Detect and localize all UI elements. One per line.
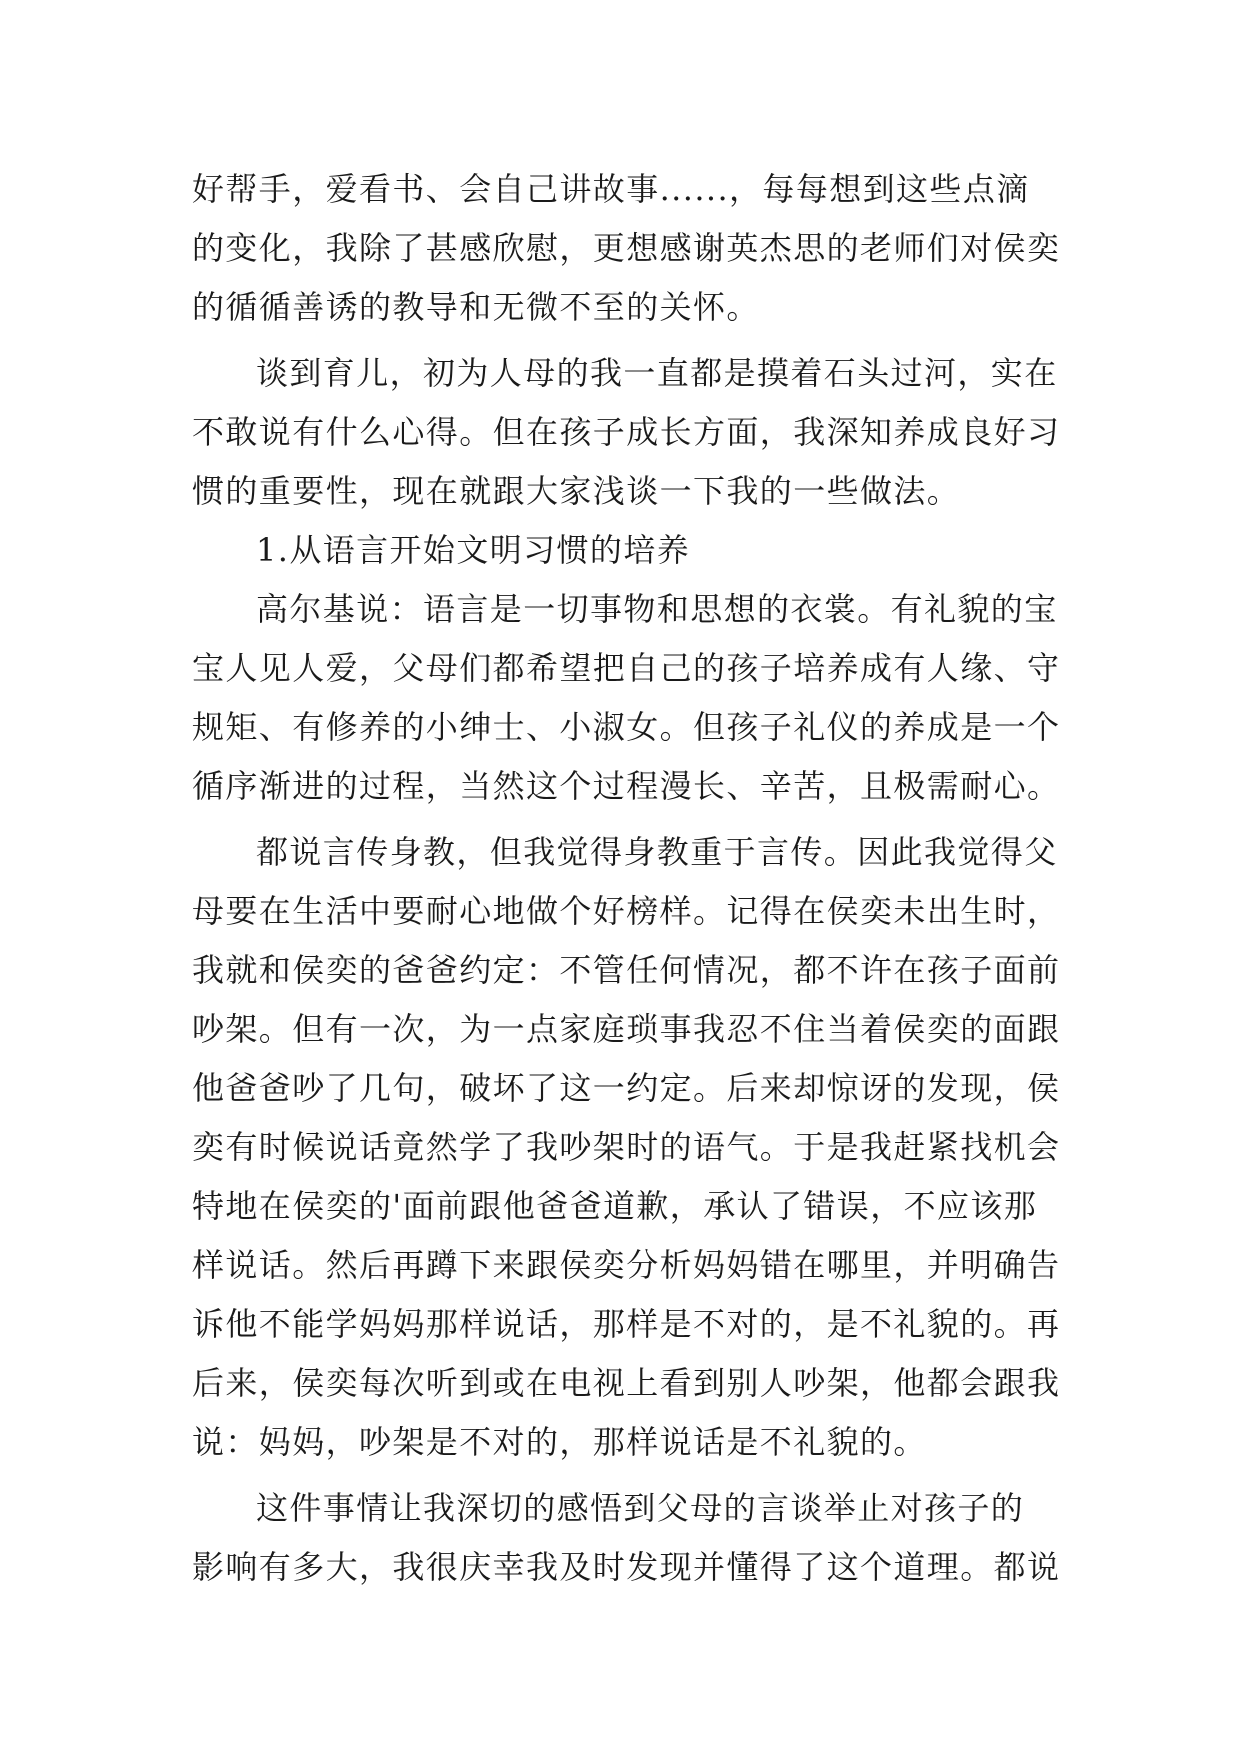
text-line: 的变化，我除了甚感欣慰，更想感谢英杰思的老师们对侯奕	[192, 229, 1061, 267]
text-line: 他爸爸吵了几句，破坏了这一约定。后来却惊讶的发现，侯	[192, 1069, 1061, 1107]
text-line: 好帮手，爱看书、会自己讲故事......，每每想到这些点滴	[192, 170, 1030, 208]
text-line: 高尔基说：语言是一切事物和思想的衣裳。有礼貌的宝	[256, 590, 1058, 628]
text-line: 的循循善诱的教导和无微不至的关怀。	[192, 288, 760, 326]
text-line: 母要在生活中要耐心地做个好榜样。记得在侯奕未出生时，	[192, 892, 1061, 930]
text-line: 后来，侯奕每次听到或在电视上看到别人吵架，他都会跟我	[192, 1364, 1061, 1402]
text-line: 说：妈妈，吵架是不对的，那样说话是不礼貌的。	[192, 1423, 927, 1461]
text-line: 特地在侯奕的'面前跟他爸爸道歉，承认了错误，不应该那	[192, 1187, 1038, 1225]
text-line: 奕有时候说话竟然学了我吵架时的语气。于是我赶紧找机会	[192, 1128, 1061, 1166]
text-line: 我就和侯奕的爸爸约定：不管任何情况，都不许在孩子面前	[192, 951, 1061, 989]
text-line: 诉他不能学妈妈那样说话，那样是不对的，是不礼貌的。再	[192, 1305, 1061, 1343]
text-line: 循序渐进的过程，当然这个过程漫长、辛苦，且极需耐心。	[192, 767, 1061, 805]
body-text	[192, 160, 1061, 1597]
text-line: 吵架。但有一次，为一点家庭琐事我忍不住当着侯奕的面跟	[192, 1010, 1061, 1048]
text-line: 影响有多大，我很庆幸我及时发现并懂得了这个道理。都说	[192, 1548, 1061, 1586]
text-line: 这件事情让我深切的感悟到父母的言谈举止对孩子的	[256, 1489, 1025, 1527]
section-heading: 1.从语言开始文明习惯的培养	[256, 531, 691, 569]
text-line: 都说言传身教，但我觉得身教重于言传。因此我觉得父	[256, 833, 1058, 871]
text-line: 样说话。然后再蹲下来跟侯奕分析妈妈错在哪里，并明确告	[192, 1246, 1061, 1284]
text-line: 谈到育儿，初为人母的我一直都是摸着石头过河，实在	[256, 354, 1058, 392]
text-line: 宝人见人爱，父母们都希望把自己的孩子培养成有人缘、守	[192, 649, 1061, 687]
text-line: 规矩、有修养的小绅士、小淑女。但孩子礼仪的养成是一个	[192, 708, 1061, 746]
text-line: 不敢说有什么心得。但在孩子成长方面，我深知养成良好习	[192, 413, 1061, 451]
text-line: 惯的重要性，现在就跟大家浅谈一下我的一些做法。	[192, 472, 961, 510]
